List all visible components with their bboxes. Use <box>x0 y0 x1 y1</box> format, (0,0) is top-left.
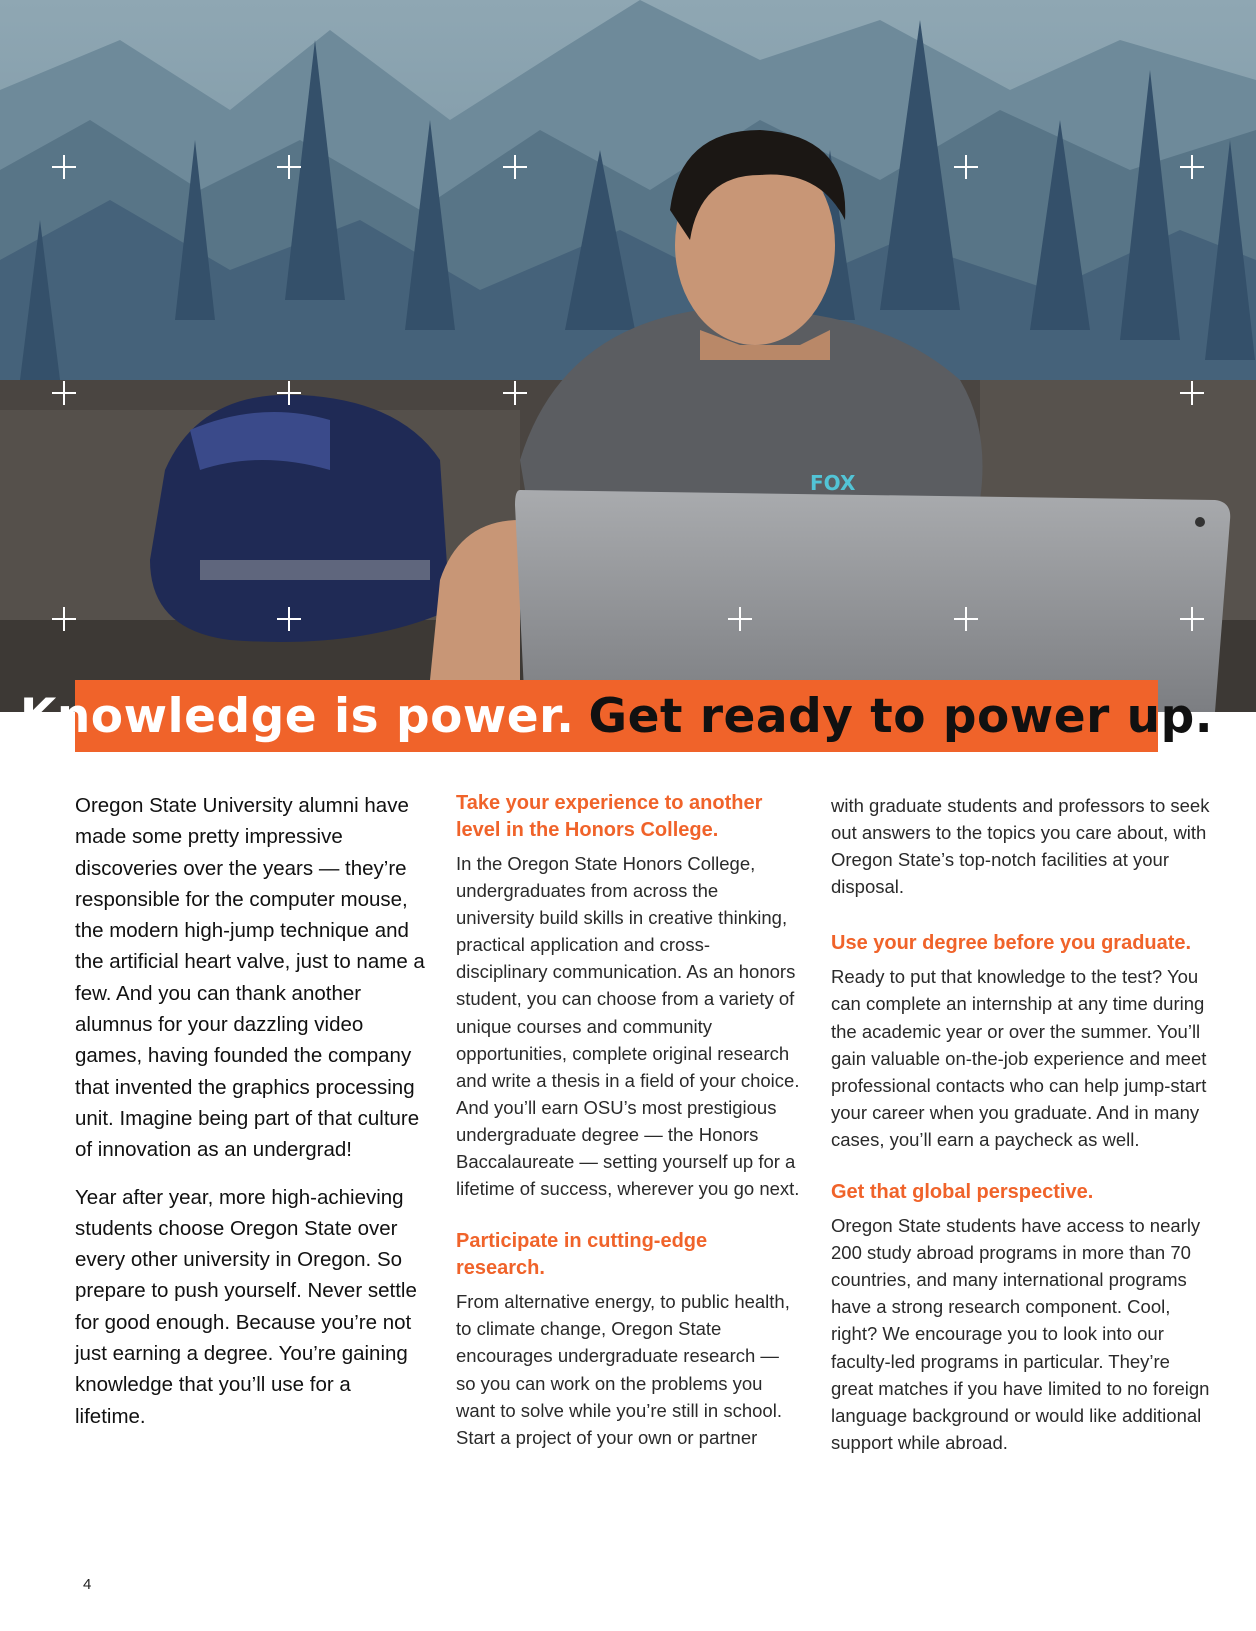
headline-part-1: Knowledge is power. <box>19 688 575 744</box>
section-body-honors: In the Oregon State Honors College, undergraduates from across the university build skills in creative thinking, practical application and cross-disciplinary communication. As an honors student, you can choose from a variety of unique courses and community opportunities, complete original research and write a thesis in a field of your choice. And you’ll earn OSU’s most prestigious undergraduate degree — the Honors Baccalaureate — setting yourself up for a lifetime of success, wherever you go next. <box>456 853 800 1200</box>
section-heading-internship: Use your degree before you graduate. <box>831 932 1192 955</box>
section-heading-global: Get that global perspective. <box>831 1181 1094 1204</box>
section-body-internship: Ready to put that knowledge to the test? You can complete an internship at any time during the academic year or over the summer. You’ll gain valuable on-the-job experience and meet professional contacts who can help jump-start your career when you graduate. And in many cases, you’ll earn a paycheck as well. <box>831 966 1207 1150</box>
section-heading-honors: Take your experience to another level in the Honors College. <box>456 792 763 841</box>
middle-column <box>456 790 801 1477</box>
right-column <box>831 792 1211 1482</box>
intro-paragraph: Year after year, more high-achieving students choose Oregon State over every other university in Oregon. So prepare to push yourself. Never settle for good enough. Because you’re not just earning a degree. You’re gaining knowledge that you’ll use for a lifetime. <box>75 1185 417 1428</box>
section-body-global: Oregon State students have access to nearly 200 study abroad programs in more than 70 countries, and many international programs have a strong research component. Cool, right? We encourage you to look into our faculty-led programs in particular. They’re great matches if you have limited to no foreign language background or would like additional support while abroad. <box>831 1215 1210 1453</box>
headline-part-2: Get ready to power up. <box>588 688 1214 744</box>
shirt-logo-text: FOX <box>810 471 856 495</box>
section-heading-research: Participate in cutting-edge research. <box>456 1230 708 1280</box>
section-body-research-continued: with graduate students and professors to seek out answers to the topics you care about, with Oregon State’s top-notch facilities at your disposal. <box>831 795 1210 898</box>
page-number: 4 <box>83 1576 92 1593</box>
intro-paragraph: Oregon State University alumni have made some pretty impressive discoveries over the years — they’re responsible for the computer mouse, the modern high-jump technique and the artificial heart valve, just to name a few. And you can thank another alumnus for your dazzling video games, having founded the company that invented the graphics processing unit. Imagine being part of that culture of innovation as an undergrad! <box>75 794 425 1162</box>
section-body-research: From alternative energy, to public health, to climate change, Oregon State encourages undergraduate research — so you can work on the problems you want to solve while you’re still in school. Start a project of your own or partner <box>456 1291 790 1448</box>
intro-column <box>75 790 425 1448</box>
headline-banner <box>19 680 1214 752</box>
hero-photo <box>0 0 1256 712</box>
